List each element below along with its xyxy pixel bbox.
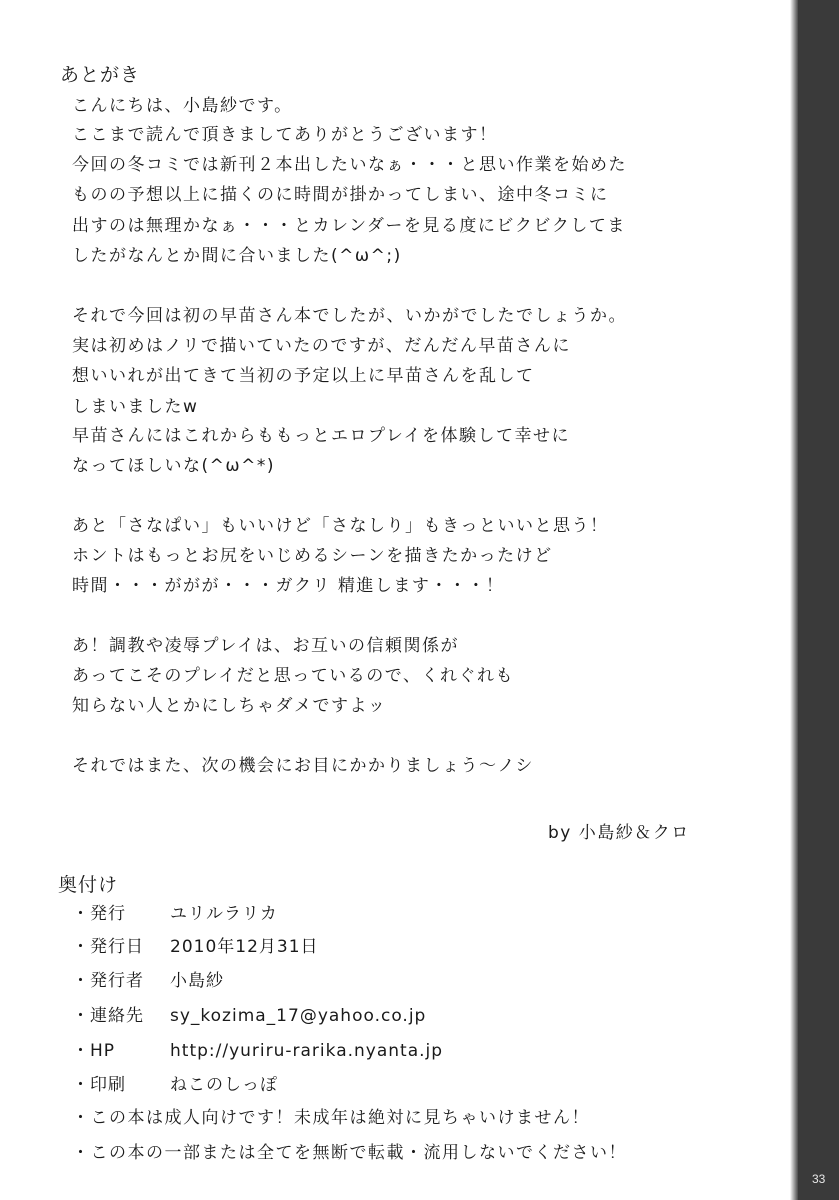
afterword-line: ここまで読んで頂きましてありがとうございます！ bbox=[72, 125, 498, 145]
colophon-row-date bbox=[72, 939, 319, 956]
author-signature: by 小島紗＆クロ bbox=[548, 823, 690, 843]
afterword-line: それではまた、次の機会にお目にかかりましょう～ノシ bbox=[72, 756, 534, 776]
afterword-line: したがなんとか間に合いました(^ω^;) bbox=[72, 246, 402, 266]
afterword-line: 出すのは無理かなぁ・・・とカレンダーを見る度にビクビクしてま bbox=[72, 216, 626, 236]
afterword-line: なってほしいな(^ω^*) bbox=[72, 456, 275, 476]
colophon-label: ・HP bbox=[72, 1041, 116, 1061]
page-number: 33 bbox=[812, 1172, 826, 1186]
colophon-row-issuer bbox=[72, 973, 224, 990]
colophon-label: ・連絡先 bbox=[72, 1006, 144, 1026]
afterword-line: こんにちは、小島紗です。 bbox=[72, 96, 293, 116]
afterword-line: あ！調教や凌辱プレイは、お互いの信頼関係が bbox=[72, 636, 459, 656]
colophon-value: 小島紗 bbox=[170, 971, 224, 991]
colophon-value: ユリルラリカ bbox=[170, 904, 278, 924]
colophon-label: ・発行 bbox=[72, 904, 126, 924]
colophon-label: ・発行日 bbox=[72, 937, 144, 957]
colophon-row-contact bbox=[72, 1008, 426, 1025]
afterword-line: それで今回は初の早苗さん本でしたが、いかがでしたでしょうか。 bbox=[72, 306, 627, 326]
afterword-line: あと「さなぱい」もいいけど「さなしり」もきっといいと思う！ bbox=[72, 516, 609, 536]
afterword-line: ホントはもっとお尻をいじめるシーンを描きたかったけど bbox=[72, 546, 553, 566]
colophon-value: http://yuriru-rarika.nyanta.jp bbox=[170, 1041, 444, 1061]
colophon-value: 2010年12月31日 bbox=[170, 937, 319, 957]
afterword-line: 想いいれが出てきて当初の予定以上に早苗さんを乱して bbox=[72, 366, 535, 386]
colophon-note: ・この本の一部または全てを無断で転載・流用しないでください！ bbox=[72, 1143, 627, 1163]
colophon-row-publisher bbox=[72, 906, 278, 923]
afterword-line: 今回の冬コミでは新刊２本出したいなぁ・・・と思い作業を始めた bbox=[72, 155, 627, 175]
colophon-note: ・この本は成人向けです！未成年は絶対に見ちゃいけません！ bbox=[72, 1108, 590, 1128]
afterword-line: しまいましたw bbox=[72, 397, 199, 417]
colophon-value: sy_kozima_17@yahoo.co.jp bbox=[170, 1006, 427, 1026]
colophon-value: ねこのしっぽ bbox=[170, 1075, 278, 1095]
afterword-line: 時間・・・ががが・・・ガクリ 精進します・・・！ bbox=[72, 576, 505, 596]
afterword-line: 実は初めはノリで描いていたのですが、だんだん早苗さんに bbox=[72, 336, 571, 356]
afterword-line: あってこそのプレイだと思っているので、くれぐれも bbox=[72, 666, 514, 686]
colophon-label: ・発行者 bbox=[72, 971, 144, 991]
afterword-heading: あとがき bbox=[60, 64, 141, 86]
colophon-label: ・印刷 bbox=[72, 1075, 126, 1095]
afterword-line: ものの予想以上に描くのに時間が掛かってしまい、途中冬コミに bbox=[72, 185, 609, 205]
scan-edge bbox=[796, 0, 839, 1200]
afterword-line: 知らない人とかにしちゃダメですよッ bbox=[72, 696, 387, 716]
colophon-row-printer bbox=[72, 1077, 278, 1094]
afterword-line: 早苗さんにはこれからももっとエロプレイを体験して幸せに bbox=[72, 426, 570, 446]
colophon-row-homepage bbox=[72, 1043, 443, 1060]
colophon-heading: 奥付け bbox=[58, 874, 119, 896]
